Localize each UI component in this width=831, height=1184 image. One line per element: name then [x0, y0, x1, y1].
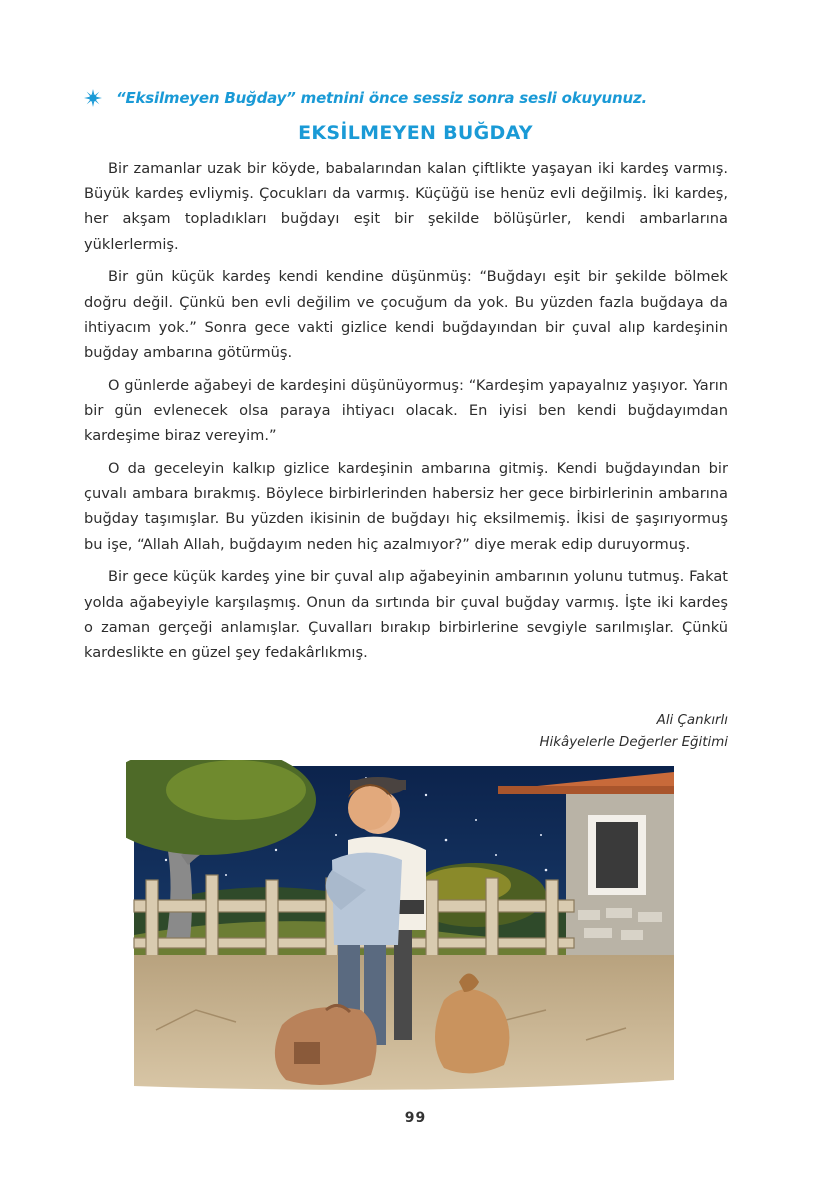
tree-canopy-light: [166, 760, 306, 820]
story-source: Hikâyelerle Değerler Eğitimi: [539, 735, 728, 750]
instruction-text: “Eksilmeyen Buğday” metnini önce sessiz sonra sesli okuyunuz.: [116, 89, 648, 107]
story-credit: [539, 710, 728, 754]
star-burst-icon: [84, 89, 102, 107]
story-paragraph-1: Bir zamanlar uzak bir köyde, babalarından kalan çiftlikte yaşayan iki kardeş varmış. Büyük kardeş evliymiş. Çocukları da varmış. Küçüğü ise henüz evli değilmiş. İki kardeş, her akşam topladıkları buğdayı eşit bir şekilde bölüşürler, kendi ambarlarına yüklerlermiş.: [84, 160, 728, 253]
story-body: [84, 156, 728, 673]
story-paragraph-2: Bir gün küçük kardeş kendi kendine düşünmüş: “Buğdayı eşit bir şekilde bölmek doğru değil. Çünkü ben evli değilim ve çocuğum da yok. Bu yüzden fazla buğdaya da ihtiyacım yok.” Sonra gece vakti gizlice kendi buğdayından bir çuval alıp kardeşinin buğday ambarına götürmüş.: [84, 268, 728, 362]
reading-instruction: [84, 86, 744, 110]
story-author: Ali Çankırlı: [656, 713, 728, 728]
roof-edge: [498, 786, 674, 794]
house-window-glass: [596, 822, 638, 888]
story-paragraph-3: O günlerde ağabeyi de kardeşini düşünüyormuş: “Kardeşim yapayalnız yaşıyor. Yarın bir gün evlenecek olsa paraya ihtiyacı olacak. En iyisi ben kendi buğdayımdan kardeşime biraz vereyim.”: [84, 376, 728, 445]
story-paragraph-4: O da geceleyin kalkıp gizlice kardeşinin ambarına gitmiş. Kendi buğdayından bir çuvalı ambara bırakmış. Böylece birbirlerinden habersiz her gece birbirlerinin ambarına buğday taşımışlar. Bu yüzden ikisinin de buğdayı hiç eksilmemiş. İkisi de şaşırıyormuş bu işe, “Allah Allah, buğdayım neden hiç azalmıyor?” diye merak edip duruyormuş.: [84, 460, 728, 553]
story-title: EKSİLMEYEN BUĞDAY: [298, 122, 533, 144]
story-paragraph-5: Bir gece küçük kardeş yine bir çuval alıp ağabeyinin ambarının yolunu tutmuş. Fakat yolda ağabeyiyle karşılaşmış. Onun da sırtında bir çuval buğday varmış. İşte iki kardeş o zaman gerçeği anlamışlar. Çuvalları bırakıp birbirlerine sevgiyle sarılmışlar. Çünkü kardeslikte en güzel şey fedakârlıkmış.: [84, 568, 728, 662]
page-number: 99: [404, 1110, 427, 1126]
two-brothers-hugging-illustration: [126, 760, 682, 1096]
